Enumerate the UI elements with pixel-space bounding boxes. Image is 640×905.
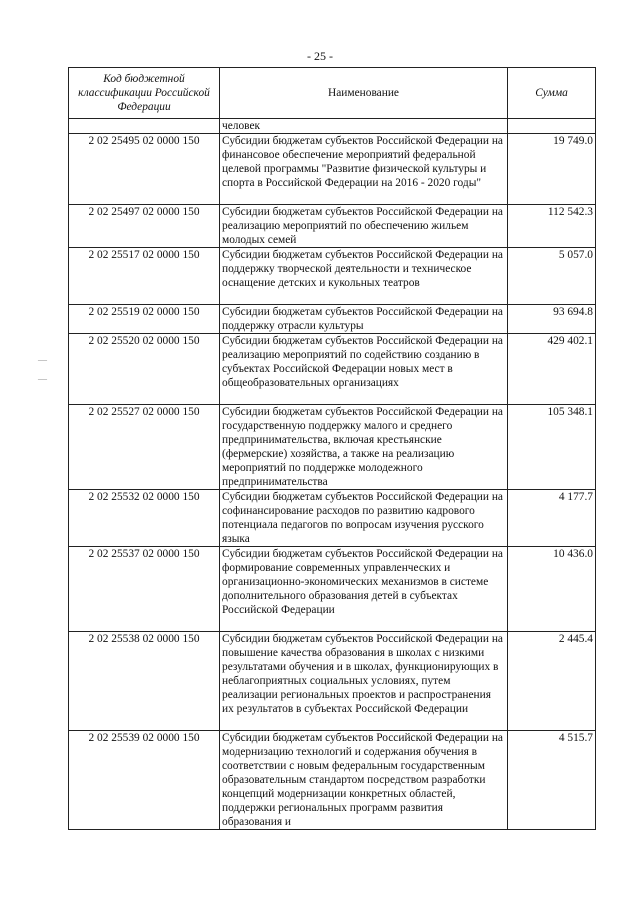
row-sum: 112 542.3 bbox=[508, 205, 596, 248]
margin-mark-dash: — bbox=[38, 374, 47, 384]
row-code: 2 02 25537 02 0000 150 bbox=[69, 547, 220, 632]
table-row bbox=[69, 490, 596, 547]
row-sum: 4 177.7 bbox=[508, 490, 596, 547]
continuation-text: человек bbox=[220, 119, 508, 134]
row-name: Субсидии бюджетам субъектов Российской Федерации на государственную поддержку малого и среднего предпринимательства, включая крестьянские (фермерские) хозяйства, а также на реализацию мероприятий по поддержке молодежного предпринимательства bbox=[220, 405, 508, 490]
margin-mark-dash: — bbox=[38, 355, 47, 365]
table-row bbox=[69, 134, 596, 205]
row-code: 2 02 25539 02 0000 150 bbox=[69, 731, 220, 830]
row-sum: 105 348.1 bbox=[508, 405, 596, 490]
row-sum: 5 057.0 bbox=[508, 248, 596, 305]
table-row bbox=[69, 547, 596, 632]
row-name: Субсидии бюджетам субъектов Российской Федерации на модернизацию технологий и содержания обучения в соответствии с новым федеральным государственным образовательным стандартом посредством разработки концепций модернизации конкретных областей, поддержки региональных программ развития образования и bbox=[220, 731, 508, 830]
row-code: 2 02 25517 02 0000 150 bbox=[69, 248, 220, 305]
row-code: 2 02 25497 02 0000 150 bbox=[69, 205, 220, 248]
continuation-code bbox=[69, 119, 220, 134]
row-sum: 4 515.7 bbox=[508, 731, 596, 830]
header-sum: Сумма bbox=[508, 68, 596, 119]
row-name: Субсидии бюджетам субъектов Российской Федерации на реализацию мероприятий по содействию созданию в субъектах Российской Федерации новых мест в общеобразовательных организациях bbox=[220, 334, 508, 405]
row-name: Субсидии бюджетам субъектов Российской Федерации на софинансирование расходов по развитию кадрового потенциала педагогов по вопросам изучения русского языка bbox=[220, 490, 508, 547]
table-row bbox=[69, 334, 596, 405]
budget-table bbox=[68, 67, 596, 830]
row-name: Субсидии бюджетам субъектов Российской Федерации на повышение качества образования в школах с низкими результатами обучения и в школах, функционирующих в неблагоприятных социальных условиях, путем реализации региональных проектов и распространения их результатов в субъектах Российской Федерации bbox=[220, 632, 508, 731]
row-code: 2 02 25495 02 0000 150 bbox=[69, 134, 220, 205]
row-name: Субсидии бюджетам субъектов Российской Федерации на реализацию мероприятий по обеспечению жильем молодых семей bbox=[220, 205, 508, 248]
table-row bbox=[69, 632, 596, 731]
page-number: - 25 - bbox=[307, 49, 333, 63]
table-header-row bbox=[69, 68, 596, 119]
table-row bbox=[69, 205, 596, 248]
row-name: Субсидии бюджетам субъектов Российской Федерации на поддержку творческой деятельности и техническое оснащение детских и кукольных театров bbox=[220, 248, 508, 305]
row-name: Субсидии бюджетам субъектов Российской Федерации на поддержку отрасли культуры bbox=[220, 305, 508, 334]
table-row bbox=[69, 248, 596, 305]
row-sum: 10 436.0 bbox=[508, 547, 596, 632]
table-row bbox=[69, 405, 596, 490]
table-row bbox=[69, 305, 596, 334]
table-row bbox=[69, 731, 596, 830]
header-code: Код бюджетной классификации Российской Федерации bbox=[69, 68, 220, 119]
row-sum: 2 445.4 bbox=[508, 632, 596, 731]
row-code: 2 02 25527 02 0000 150 bbox=[69, 405, 220, 490]
row-name: Субсидии бюджетам субъектов Российской Федерации на финансовое обеспечение мероприятий федеральной целевой программы "Развитие физической культуры и спорта в Российской Федерации на 2016 - 2020 годы" bbox=[220, 134, 508, 205]
row-code: 2 02 25519 02 0000 150 bbox=[69, 305, 220, 334]
row-code: 2 02 25538 02 0000 150 bbox=[69, 632, 220, 731]
continuation-sum bbox=[508, 119, 596, 134]
row-code: 2 02 25532 02 0000 150 bbox=[69, 490, 220, 547]
row-sum: 429 402.1 bbox=[508, 334, 596, 405]
row-sum: 93 694.8 bbox=[508, 305, 596, 334]
row-name: Субсидии бюджетам субъектов Российской Федерации на формирование современных управленческих и организационно-экономических механизмов в системе дополнительного образования детей в субъектах Российской Федерации bbox=[220, 547, 508, 632]
header-name: Наименование bbox=[220, 68, 508, 119]
row-sum: 19 749.0 bbox=[508, 134, 596, 205]
table-row-continuation bbox=[69, 119, 596, 134]
row-code: 2 02 25520 02 0000 150 bbox=[69, 334, 220, 405]
